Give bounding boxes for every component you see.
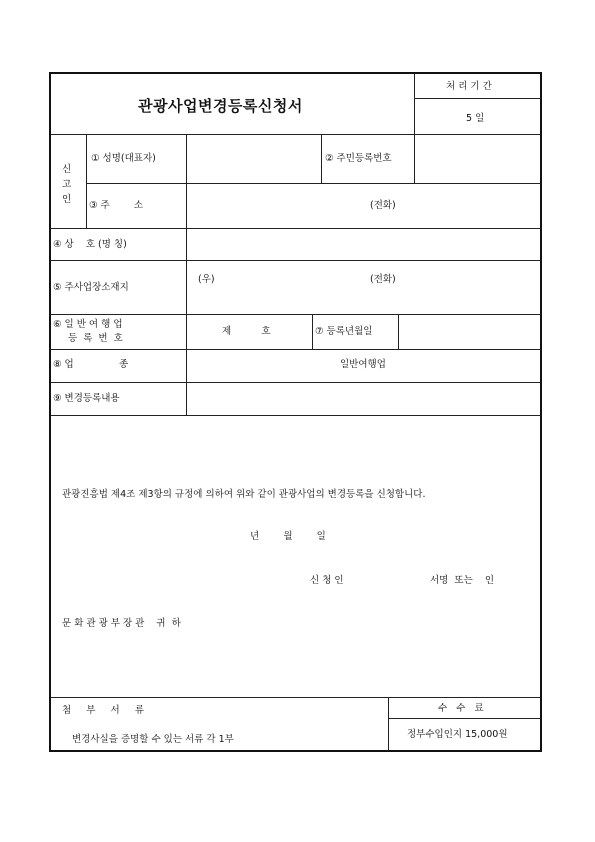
registration-no-label: ⑥ 일 반 여 행 업 xyxy=(53,319,123,330)
divider xyxy=(388,718,541,719)
divider xyxy=(51,415,541,416)
address-phone-label: (전화) xyxy=(370,200,396,211)
application-form-frame xyxy=(49,72,542,752)
divider xyxy=(414,98,541,99)
divider xyxy=(86,183,541,184)
name-label: ① 성명(대표자) xyxy=(91,153,156,164)
divider xyxy=(51,314,541,315)
registration-date-label: ⑦ 등록년월일 xyxy=(315,326,373,337)
form-title: 관광사업변경등록신청서 xyxy=(138,97,303,115)
divider xyxy=(398,314,399,349)
divider xyxy=(388,697,389,750)
resident-no-label: ② 주민등록번호 xyxy=(325,153,392,164)
divider xyxy=(86,134,87,228)
registration-date-field[interactable] xyxy=(402,323,538,339)
registration-no-label-line2: 등 록 번 호 xyxy=(68,333,123,344)
divider xyxy=(51,228,541,229)
divider xyxy=(321,134,322,183)
attachments-value: 변경사실을 증명할 수 있는 서류 각 1부 xyxy=(72,734,234,745)
registration-no-field[interactable]: 제 호 xyxy=(222,326,271,337)
divider xyxy=(414,134,415,183)
applicant-sign-label: 신 청 인 xyxy=(310,575,344,586)
recipient-text: 문 화 관 광 부 장 관 귀 하 xyxy=(62,618,181,629)
name-field[interactable] xyxy=(190,151,318,165)
signature-label: 서명 또는 인 xyxy=(430,575,495,586)
office-phone-label: (전화) xyxy=(370,274,396,285)
fee-value: 정부수입인지 15,000원 xyxy=(407,729,508,740)
fee-label: 수 수 료 xyxy=(438,703,484,714)
business-type-label: ⑧ 업 종 xyxy=(53,359,129,370)
divider xyxy=(51,697,541,698)
divider xyxy=(186,134,187,415)
resident-no-field[interactable] xyxy=(418,151,538,165)
divider xyxy=(312,314,313,349)
divider xyxy=(414,74,415,134)
declaration-text: 관광진흥법 제4조 제3항의 규정에 의하여 위와 같이 관광사업의 변경등록을 신청합니다. xyxy=(62,489,426,500)
trade-name-field[interactable] xyxy=(190,236,538,252)
trade-name-label: ④ 상 호 (명 칭) xyxy=(53,239,127,250)
applicant-section-label: 신 고 인 xyxy=(62,164,72,205)
divider xyxy=(51,349,541,350)
address-label: ③ 주 소 xyxy=(89,200,144,211)
divider xyxy=(51,260,541,261)
date-line: 년 월 일 xyxy=(250,531,326,542)
office-location-label: ⑤ 주사업장소재지 xyxy=(53,282,129,293)
address-field[interactable] xyxy=(190,188,538,224)
processing-period-value: 5 일 xyxy=(466,113,485,124)
divider xyxy=(51,382,541,383)
attachments-label: 첨 부 서 류 xyxy=(62,705,145,716)
office-postal-label: (우) xyxy=(198,274,215,285)
office-location-field[interactable] xyxy=(190,265,538,310)
processing-period-label: 처 리 기 간 xyxy=(446,81,492,92)
change-content-label: ⑨ 변경등록내용 xyxy=(53,393,120,404)
divider xyxy=(51,134,541,135)
business-type-value: 일반여행업 xyxy=(340,359,386,370)
change-content-field[interactable] xyxy=(190,388,538,410)
